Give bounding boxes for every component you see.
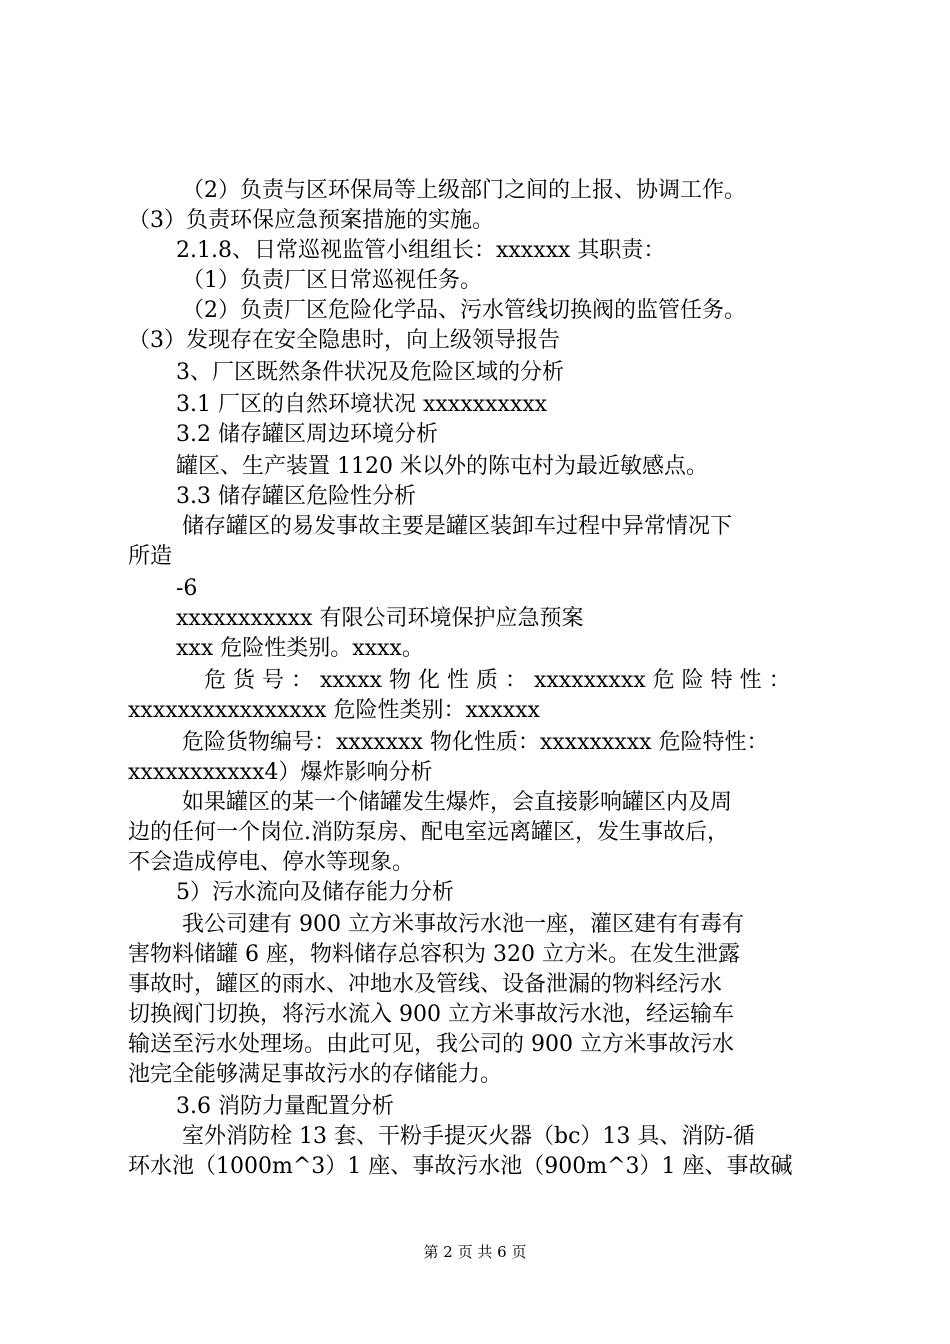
text-line: 如果罐区的某一个储罐发生爆炸，会直接影响罐区内及周: [182, 790, 733, 815]
section-heading: 3.3 储存罐区危险性分析: [176, 484, 416, 509]
page-marker: -6: [176, 576, 198, 601]
page-footer: 第 2 页 共 6 页: [423, 1243, 527, 1261]
section-heading: 5）污水流向及储存能力分析: [176, 880, 454, 905]
section-heading: 3.2 储存罐区周边环境分析: [176, 422, 438, 447]
text-line: （3）发现存在安全隐患时，向上级领导报告: [128, 328, 560, 353]
section-heading: 3.6 消防力量配置分析: [176, 1094, 394, 1119]
section-heading: 3、厂区既然条件状况及危险区域的分析: [176, 360, 564, 385]
text-line: 害物料储罐 6 座，物料储存总容积为 320 立方米。在发生泄露: [128, 942, 740, 967]
text-line: 输送至污水处理场。由此可见，我公司的 900 立方米事故污水: [128, 1032, 734, 1057]
text-line: （1）负责厂区日常巡视任务。: [182, 268, 482, 293]
text-line: 环水池（1000m^3）1 座、事故污水池（900m^3）1 座、事故碱: [128, 1154, 793, 1179]
text-line: （3）负责环保应急预案措施的实施。: [128, 208, 494, 233]
text-line: xxxxxxxxxxx4）爆炸影响分析: [128, 760, 433, 785]
text-line: （2）负责厂区危险化学品、污水管线切换阀的监管任务。: [182, 298, 746, 323]
text-line: xxxxxxxxxxxxxxxx 危险性类别：xxxxxx: [128, 698, 540, 723]
text-line: 不会造成停电、停水等现象。: [128, 850, 415, 875]
text-line: 所造: [128, 544, 173, 569]
text-line: 危 货 号 ： xxxxx 物 化 性 质 ： xxxxxxxxx 危 险 特 性 ：: [204, 668, 791, 693]
text-line: （2）负责与区环保局等上级部门之间的上报、协调工作。: [182, 178, 746, 203]
text-line: 池完全能够满足事故污水的存储能力。: [128, 1062, 503, 1087]
text-line: 边的任何一个岗位.消防泵房、配电室远离罐区，发生事故后，: [128, 820, 729, 845]
text-line: 事故时，罐区的雨水、冲地水及管线、设备泄漏的物料经污水: [128, 972, 723, 997]
text-line: xxxxxxxxxxx 有限公司环境保护应急预案: [176, 606, 584, 631]
text-line: 储存罐区的易发事故主要是罐区装卸车过程中异常情况下: [182, 514, 733, 539]
text-line: 我公司建有 900 立方米事故污水池一座，灌区建有有毒有: [182, 912, 744, 937]
text-line: 危险货物编号：xxxxxxx 物化性质：xxxxxxxxx 危险特性：: [182, 730, 769, 755]
text-line: 罐区、生产装置 1120 米以外的陈屯村为最近敏感点。: [176, 454, 708, 479]
text-line: 切换阀门切换，将污水流入 900 立方米事故污水池，经运输车: [128, 1002, 734, 1027]
text-line: xxx 危险性类别。xxxx。: [176, 636, 424, 661]
text-line: 2.1.8、日常巡视监管小组组长：xxxxxx 其职责：: [176, 238, 666, 263]
section-heading: 3.1 厂区的自然环境状况 xxxxxxxxxx: [176, 392, 548, 417]
text-line: 室外消防栓 13 套、干粉手提灭火器（bc）13 具、消防-循: [182, 1124, 755, 1149]
